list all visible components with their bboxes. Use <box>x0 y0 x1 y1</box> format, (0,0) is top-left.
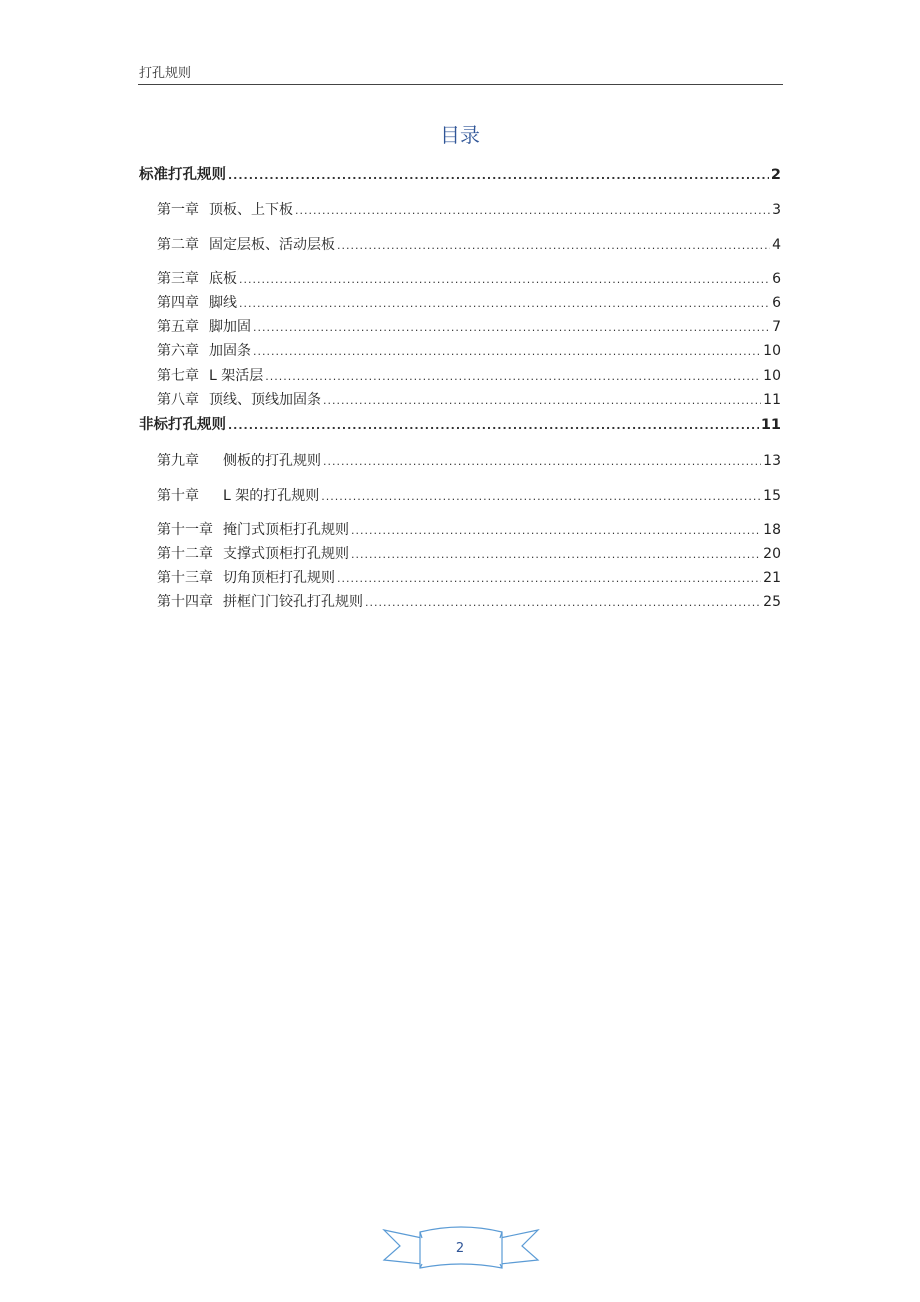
toc-leader-dots <box>337 569 761 589</box>
toc-title: 目录 <box>440 123 480 147</box>
toc-entry-chapter: 第十二章 <box>157 546 213 562</box>
toc-entry-page: 21 <box>763 570 781 586</box>
toc-entry-chapter: 第二章 <box>157 237 199 253</box>
toc-entry-label: 脚加固 <box>209 319 251 335</box>
toc-entry-page: 18 <box>763 522 781 538</box>
toc-entry-chapter: 第三章 <box>157 271 199 287</box>
toc-entry-chapter: 第一章 <box>157 202 199 218</box>
toc-entry-chapter: 第七章 <box>157 368 199 384</box>
toc-entry-chapter: 第五章 <box>157 319 199 335</box>
toc-entry-chapter-14[interactable] <box>157 592 781 613</box>
toc-entry-label: 加固条 <box>209 343 251 359</box>
toc-entry-label: 顶板、上下板 <box>209 202 293 218</box>
toc-entry-chapter-12[interactable] <box>157 544 781 565</box>
toc-entry-standard-rules[interactable] <box>139 165 781 186</box>
toc-entry-page: 6 <box>772 271 781 287</box>
toc-entry-page: 11 <box>763 392 781 408</box>
toc-leader-dots <box>351 545 761 565</box>
toc-entry-chapter-4[interactable] <box>157 293 781 314</box>
header-title: 打孔规则 <box>139 66 192 81</box>
toc-entry-page: 15 <box>763 488 781 504</box>
toc-entry-chapter: 第十三章 <box>157 570 213 586</box>
toc-entry-label: 非标打孔规则 <box>139 417 226 433</box>
toc-entry-label: 侧板的打孔规则 <box>223 453 321 469</box>
toc-leader-dots <box>239 294 770 314</box>
toc-leader-dots <box>253 318 770 338</box>
toc-entry-label: 固定层板、活动层板 <box>209 237 335 253</box>
toc-entry-page: 7 <box>772 319 781 335</box>
toc-entry-chapter: 第四章 <box>157 295 199 311</box>
toc-entry-page: 20 <box>763 546 781 562</box>
toc-entry-chapter-7[interactable] <box>157 366 781 387</box>
toc-entry-chapter-2[interactable] <box>157 235 781 256</box>
toc-entry-chapter-13[interactable] <box>157 568 781 589</box>
toc-entry-page: 4 <box>772 237 781 253</box>
header-divider <box>138 84 783 85</box>
toc-entry-label: 切角顶柜打孔规则 <box>223 570 335 586</box>
toc-entry-label: 顶线、顶线加固条 <box>209 392 321 408</box>
toc-entry-label: 拼框门门铰孔打孔规则 <box>223 594 363 610</box>
toc-leader-dots <box>265 367 761 387</box>
toc-entry-chapter-5[interactable] <box>157 317 781 338</box>
toc-entry-label: 脚线 <box>209 295 237 311</box>
toc-leader-dots <box>337 236 770 256</box>
toc-entry-label: 标准打孔规则 <box>139 167 226 183</box>
toc-leader-dots <box>295 201 770 221</box>
toc-entry-page: 10 <box>763 343 781 359</box>
toc-entry-page: 11 <box>760 417 781 433</box>
toc-entry-page: 3 <box>772 202 781 218</box>
toc-entry-chapter: 第十章 <box>157 488 199 504</box>
toc-entry-page: 6 <box>772 295 781 311</box>
toc-entry-chapter: 第八章 <box>157 392 199 408</box>
toc-leader-dots <box>253 342 761 362</box>
toc-leader-dots <box>323 452 761 472</box>
toc-entry-page: 2 <box>770 167 781 183</box>
toc-leader-dots <box>228 416 759 436</box>
toc-entry-chapter: 第九章 <box>157 453 199 469</box>
toc-entry-chapter: 第六章 <box>157 343 199 359</box>
toc-entry-page: 25 <box>763 594 781 610</box>
toc-entry-nonstandard-rules[interactable] <box>139 415 781 436</box>
toc-entry-chapter: 第十四章 <box>157 594 213 610</box>
toc-entry-label: 掩门式顶柜打孔规则 <box>223 522 349 538</box>
toc-entry-chapter-8[interactable] <box>157 390 781 411</box>
toc-leader-dots <box>351 521 761 541</box>
toc-leader-dots <box>365 593 761 613</box>
toc-entry-label: L 架活层 <box>209 368 264 384</box>
toc-entry-label: 底板 <box>209 271 237 287</box>
toc-leader-dots <box>228 166 769 186</box>
toc-entry-page: 10 <box>763 368 781 384</box>
toc-entry-chapter-10[interactable] <box>157 486 781 507</box>
toc-entry-chapter-6[interactable] <box>157 341 781 362</box>
toc-leader-dots <box>239 270 770 290</box>
toc-entry-chapter: 第十一章 <box>157 522 213 538</box>
toc-entry-label: 支撑式顶柜打孔规则 <box>223 546 349 562</box>
page-number: 2 <box>455 1241 465 1256</box>
toc-entry-chapter-3[interactable] <box>157 269 781 290</box>
toc-entry-page: 13 <box>763 453 781 469</box>
toc-entry-label: L 架的打孔规则 <box>223 488 320 504</box>
toc-entry-chapter-11[interactable] <box>157 520 781 541</box>
toc-entry-chapter-9[interactable] <box>157 451 781 472</box>
toc-leader-dots <box>321 487 761 507</box>
toc-entry-chapter-1[interactable] <box>157 200 781 221</box>
toc-leader-dots <box>323 391 761 411</box>
